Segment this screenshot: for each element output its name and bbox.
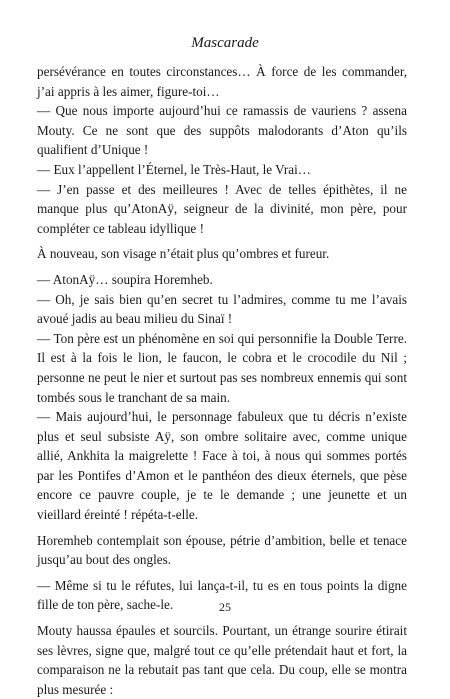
paragraph: — Que nous importe aujourd’hui ce ramassis de vauriens ? assena Mouty. Ce ne sont que des suppôts malodorants d’Aton qu’ils qualifient d’Unique ! xyxy=(37,103,407,158)
paragraph: persévérance en toutes circonstances… À force de les commander, j’ai appris à les aimer, figure-toi… xyxy=(37,64,407,99)
paragraph: — J’en passe et des meilleures ! Avec de telles épithètes, il ne manque plus qu’AtonAÿ, seigneur de la divinité, mon père, pour compléter ce tableau idyllique ! xyxy=(37,181,407,236)
paragraph: — Mais aujourd’hui, le personnage fabuleux que tu décris n’existe plus et seul subsiste Aÿ, son ombre solitaire avec, comme unique allié, Ankhita la maigrelette ! Face à toi, à nous qui sommes portés par les Pontifes d’Amon et le panthéon des dieux éternels, que pèse encore ce pauvre couple, je te le demande ; une jeunette et un vieillard éreinté ! répéta-t-elle. xyxy=(37,409,407,523)
page-number: 25 xyxy=(219,600,231,614)
paragraph: Horemheb contemplait son épouse, pétrie d’ambition, belle et tenace jusqu’au bout des ongles. xyxy=(37,532,407,568)
paragraph: — Oh, je sais bien qu’en secret tu l’admires, comme tu me l’avais avoué jadis au beau milieu du Sinaï ! xyxy=(37,291,407,327)
paragraph: — Ton père est un phénomène en soi qui personnifie la Double Terre. Il est à la fois le lion, le faucon, le cobra et le crocodile du Nil ; personne ne peut le nier et surtout pas ses nombreux ennemis qui sont tombés sous le tranchant de sa main. xyxy=(37,330,407,405)
running-title: Mascarade xyxy=(191,35,259,51)
paragraph: — Même si tu le réfutes, lui lança-t-il, tu es en tous points la digne fille de ton père, sache-le. xyxy=(37,577,407,613)
paragraph: — Eux l’appellent l’Éternel, le Très-Haut, le Vrai… xyxy=(37,161,311,177)
paragraph: À nouveau, son visage n’était plus qu’ombres et fureur. xyxy=(37,246,330,262)
paragraph: — AtonAÿ… soupira Horemheb. xyxy=(37,271,213,287)
paragraph: Mouty haussa épaules et sourcils. Pourtant, un étrange sourire étirait ses lèvres, signe que, malgré tout ce qu’elle prétendait haut et fort, la comparaison ne la rebutait pas tant que cela. Du coup, elle se montra plus mesurée : xyxy=(37,623,407,697)
